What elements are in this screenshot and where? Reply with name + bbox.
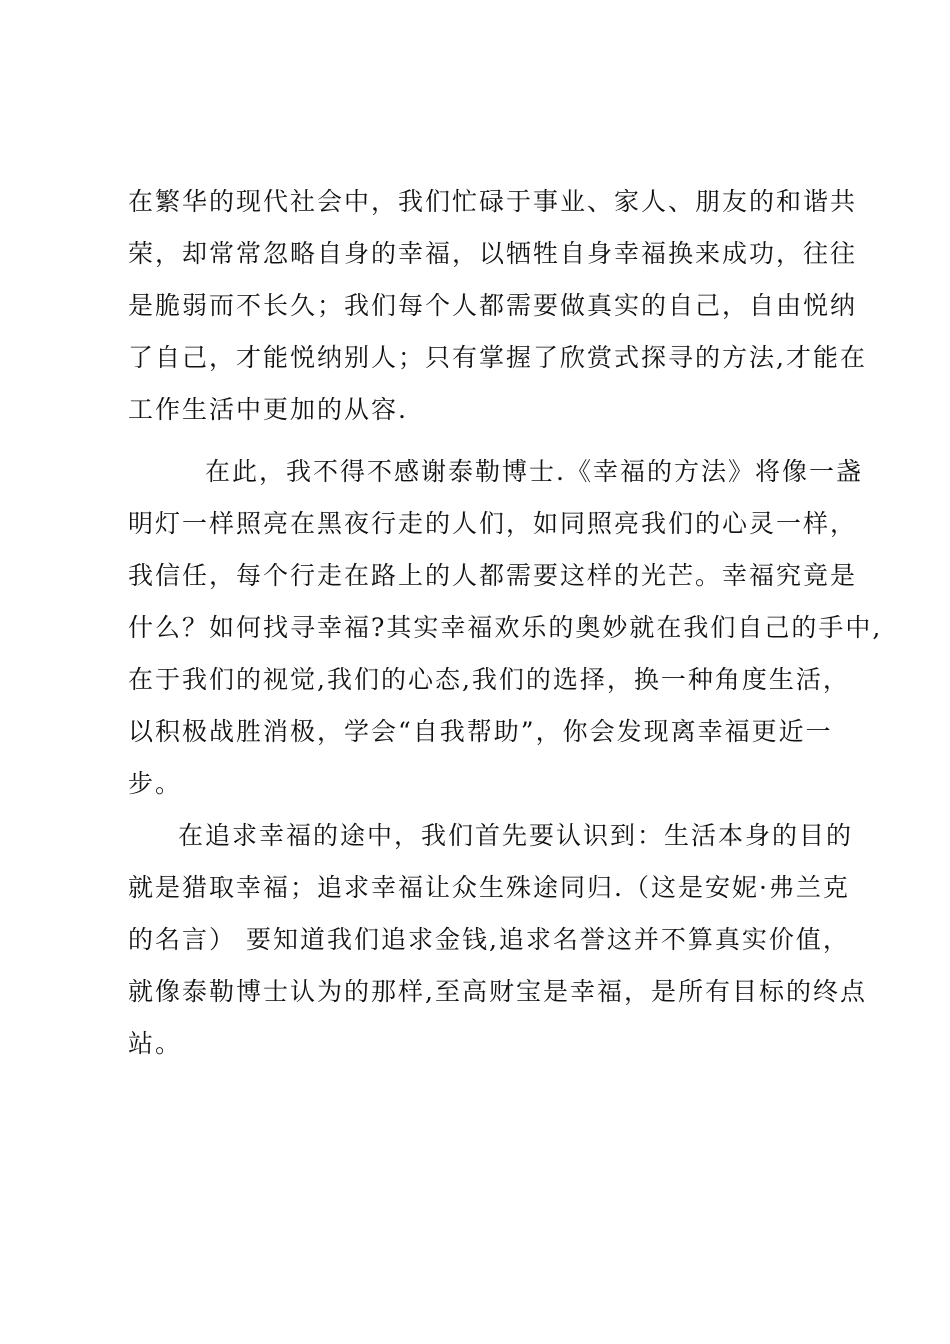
paragraph-3 xyxy=(128,810,867,1070)
paragraph-2 xyxy=(128,446,883,810)
text-line: 站。 xyxy=(128,1029,183,1058)
text-line: 在追求幸福的途中，我们首先要认识到：生活本身的目的 xyxy=(178,821,854,850)
paragraph-1 xyxy=(128,176,867,436)
text-line: 明灯一样照亮在黑夜行走的人们，如同照亮我们的心灵一样， xyxy=(128,509,858,538)
text-line: 在繁华的现代社会中，我们忙碌于事业、家人、朋友的和谐共 xyxy=(128,187,858,216)
text-line: 在此，我不得不感谢泰勒博士.《幸福的方法》将像一盏 xyxy=(178,457,863,486)
text-line: 我信任，每个行走在路上的人都需要这样的光芒。幸福究竟是 xyxy=(128,561,858,590)
text-line: 就像泰勒博士认为的那样,至高财宝是幸福，是所有目标的终点 xyxy=(128,977,867,1006)
text-line: 什么？如何找寻幸福?其实幸福欢乐的奥妙就在我们自己的手中, xyxy=(128,613,883,642)
text-line: 在于我们的视觉,我们的心态,我们的选择，换一种角度生活， xyxy=(128,665,850,694)
text-line: 就是猎取幸福；追求幸福让众生殊途同归.（这是安妮·弗兰克 xyxy=(128,873,850,902)
text-line: 了自己，才能悦纳别人；只有掌握了欣赏式探寻的方法,才能在 xyxy=(128,343,867,372)
text-line: 以积极战胜消极，学会“自我帮助”，你会发现离幸福更近一 xyxy=(128,717,833,746)
text-line: 的名言） 要知道我们追求金钱,追求名誉这并不算真实价值， xyxy=(128,925,850,954)
text-line: 步。 xyxy=(128,769,183,798)
text-line: 工作生活中更加的从容. xyxy=(128,395,408,424)
text-line: 荣，却常常忽略自身的幸福，以牺牲自身幸福换来成功，往往 xyxy=(128,239,858,268)
text-line: 是脆弱而不长久；我们每个人都需要做真实的自己，自由悦纳 xyxy=(128,291,858,320)
